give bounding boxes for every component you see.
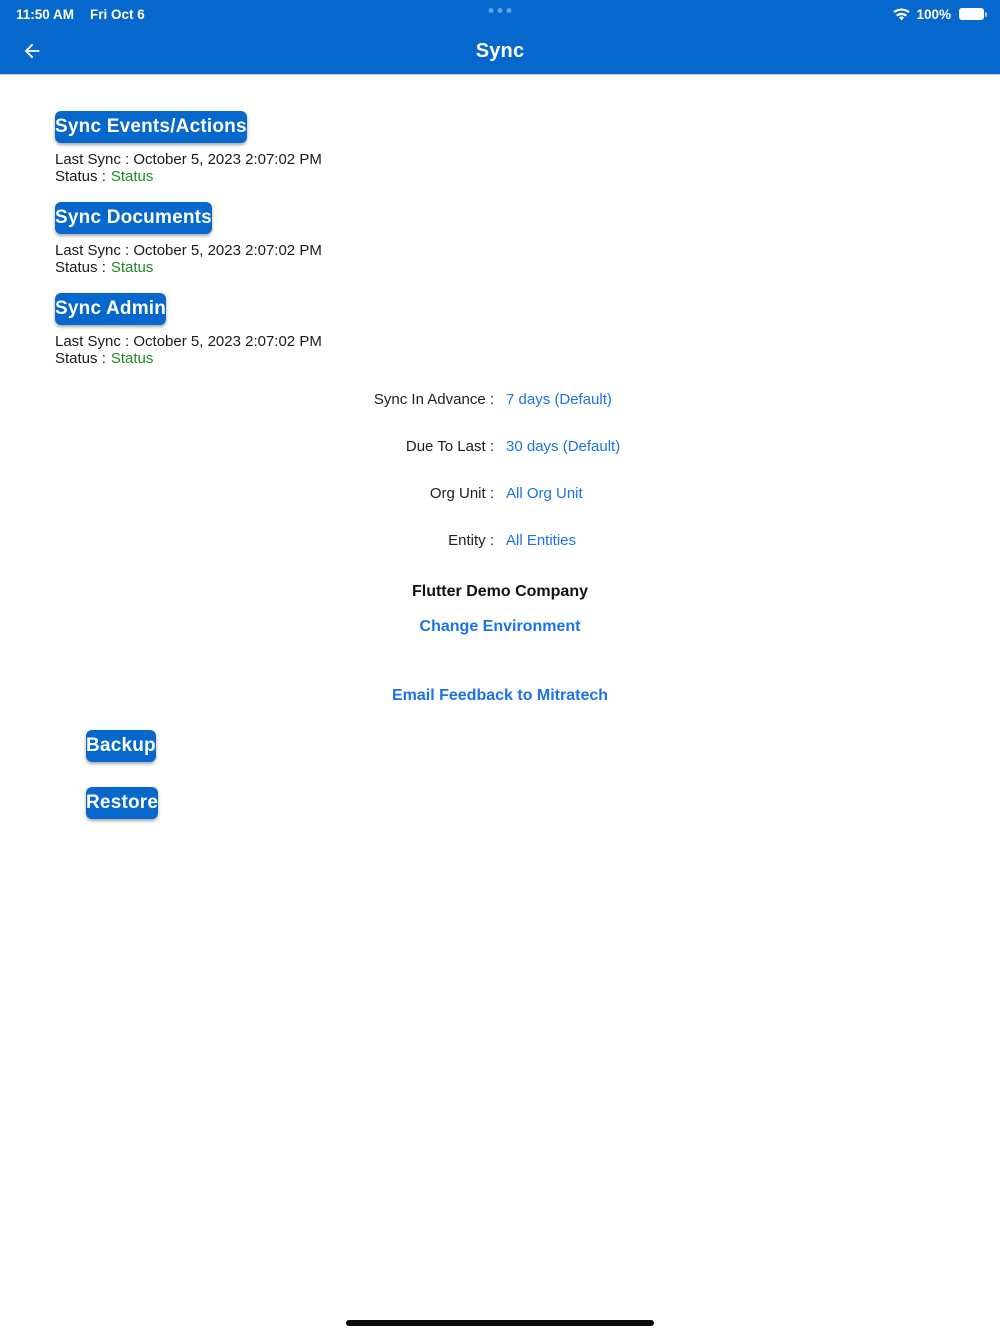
status-label: Status : xyxy=(55,350,106,367)
sync-events-actions-button[interactable]: Sync Events/Actions xyxy=(55,111,247,143)
setting-row-org-unit xyxy=(0,470,1000,517)
status-value: Status xyxy=(110,350,154,367)
setting-row-entity xyxy=(0,517,1000,564)
setting-label: Org Unit : xyxy=(429,485,494,502)
status-date: Fri Oct 6 xyxy=(90,6,145,22)
page-title: Sync xyxy=(475,39,525,62)
wifi-icon xyxy=(893,8,910,21)
last-sync-text: Last Sync : October 5, 2023 2:07:02 PM xyxy=(55,242,322,259)
setting-label: Entity : xyxy=(448,532,494,549)
app-header xyxy=(0,0,1000,75)
status-value: Status xyxy=(110,259,154,276)
sync-admin-meta xyxy=(55,333,945,367)
last-sync-text: Last Sync : October 5, 2023 2:07:02 PM xyxy=(55,151,322,168)
back-button[interactable] xyxy=(16,35,48,67)
status-bar-left xyxy=(16,7,145,22)
nav-bar xyxy=(0,28,1000,74)
status-line xyxy=(55,168,945,185)
setting-row-sync-in-advance xyxy=(0,376,1000,423)
sync-admin-section xyxy=(55,293,945,367)
backup-button[interactable]: Backup xyxy=(86,730,156,762)
sync-documents-button[interactable]: Sync Documents xyxy=(55,202,212,234)
entity-value[interactable]: All Entities xyxy=(506,532,577,549)
status-bar-right xyxy=(893,7,984,22)
status-label: Status : xyxy=(55,168,106,185)
status-label: Status : xyxy=(55,259,106,276)
battery-full-icon xyxy=(959,8,984,20)
sync-events-meta xyxy=(55,151,945,185)
sync-events-section xyxy=(55,111,945,185)
due-to-last-value[interactable]: 30 days (Default) xyxy=(506,438,621,455)
last-sync-text: Last Sync : October 5, 2023 2:07:02 PM xyxy=(55,333,322,350)
org-unit-value[interactable]: All Org Unit xyxy=(506,485,583,502)
multitask-dots-icon[interactable] xyxy=(489,8,512,13)
arrow-left-icon xyxy=(21,40,43,62)
setting-row-due-to-last xyxy=(0,423,1000,470)
sync-documents-section xyxy=(55,202,945,276)
change-environment-link[interactable]: Change Environment xyxy=(419,618,581,635)
home-indicator[interactable] xyxy=(346,1320,654,1326)
status-line xyxy=(55,350,945,367)
sync-settings xyxy=(0,376,1000,564)
sync-admin-button[interactable]: Sync Admin xyxy=(55,293,166,325)
setting-label: Due To Last : xyxy=(405,438,494,455)
company-name: Flutter Demo Company xyxy=(411,583,588,600)
status-line xyxy=(55,259,945,276)
sync-documents-meta xyxy=(55,242,945,276)
setting-label: Sync In Advance : xyxy=(373,391,494,408)
status-time: 11:50 AM xyxy=(16,6,75,22)
battery-percent: 100% xyxy=(916,6,951,22)
sync-in-advance-value[interactable]: 7 days (Default) xyxy=(506,391,612,408)
status-bar xyxy=(0,0,1000,28)
email-feedback-link[interactable]: Email Feedback to Mitratech xyxy=(391,687,609,704)
status-value: Status xyxy=(110,168,154,185)
restore-button[interactable]: Restore xyxy=(86,787,158,819)
